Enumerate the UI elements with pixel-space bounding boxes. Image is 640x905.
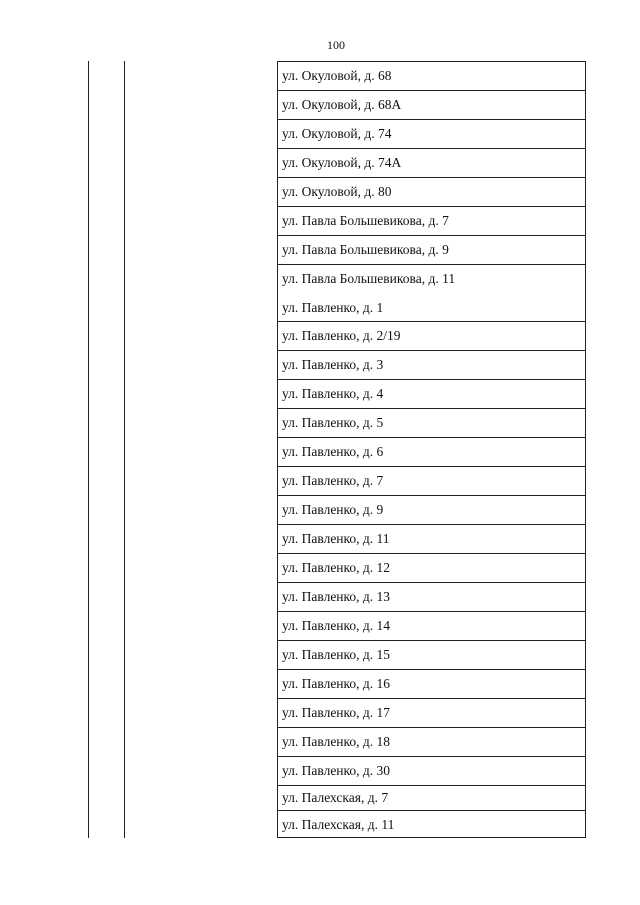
address-cell: ул. Павленко, д. 13 <box>282 589 391 604</box>
address-cell: ул. Павленко, д. 17 <box>282 705 391 720</box>
table-row <box>278 785 585 810</box>
table-row <box>278 669 585 698</box>
address-cell: ул. Окуловой, д. 68 <box>282 68 392 83</box>
address-cell: ул. Павленко, д. 15 <box>282 647 391 662</box>
table-row <box>278 408 585 437</box>
address-cell: ул. Палехская, д. 11 <box>282 817 395 832</box>
address-cell: ул. Павла Большевикова, д. 11 <box>282 271 456 286</box>
address-cell: ул. Павленко, д. 30 <box>282 763 391 778</box>
address-cell: ул. Павленко, д. 12 <box>282 560 391 575</box>
table-row <box>278 206 585 235</box>
address-cell: ул. Окуловой, д. 74А <box>282 155 402 170</box>
table-row <box>278 177 585 206</box>
table-row <box>278 350 585 379</box>
address-cell: ул. Павленко, д. 1 <box>282 300 384 315</box>
table-row <box>278 810 585 837</box>
table-row <box>278 264 585 321</box>
table-row <box>278 582 585 611</box>
address-cell: ул. Павленко, д. 7 <box>282 473 384 488</box>
table-row <box>278 495 585 524</box>
table-row <box>278 61 585 90</box>
address-table <box>277 61 586 838</box>
table-row <box>278 119 585 148</box>
table-row <box>278 727 585 756</box>
address-cell: ул. Павленко, д. 14 <box>282 618 391 633</box>
table-row <box>278 640 585 669</box>
address-cell: ул. Павленко, д. 3 <box>282 357 384 372</box>
table-row <box>278 437 585 466</box>
address-cell: ул. Павла Большевикова, д. 7 <box>282 213 449 228</box>
address-cell: ул. Окуловой, д. 74 <box>282 126 392 141</box>
address-cell: ул. Павленко, д. 6 <box>282 444 384 459</box>
table-row <box>278 553 585 582</box>
table-row <box>278 698 585 727</box>
address-cell: ул. Павленко, д. 11 <box>282 531 390 546</box>
table-row <box>278 148 585 177</box>
table-row <box>278 524 585 553</box>
table-row <box>278 321 585 350</box>
address-cell: ул. Павленко, д. 5 <box>282 415 384 430</box>
table-row <box>278 756 585 785</box>
address-cell: ул. Палехская, д. 7 <box>282 790 389 805</box>
table-row <box>278 379 585 408</box>
address-cell: ул. Павленко, д. 16 <box>282 676 391 691</box>
address-cell: ул. Павла Большевикова, д. 9 <box>282 242 449 257</box>
table-row <box>278 466 585 495</box>
address-cell: ул. Окуловой, д. 80 <box>282 184 392 199</box>
table-row <box>278 235 585 264</box>
table-column-divider-middle <box>124 61 125 838</box>
table-row <box>278 611 585 640</box>
page-number: 100 <box>327 38 345 52</box>
address-cell: ул. Павленко, д. 2/19 <box>282 328 401 343</box>
address-cell: ул. Окуловой, д. 68А <box>282 97 402 112</box>
address-cell: ул. Павленко, д. 9 <box>282 502 384 517</box>
address-cell: ул. Павленко, д. 4 <box>282 386 384 401</box>
table-column-divider-left <box>88 61 89 838</box>
table-row <box>278 90 585 119</box>
address-cell: ул. Павленко, д. 18 <box>282 734 391 749</box>
